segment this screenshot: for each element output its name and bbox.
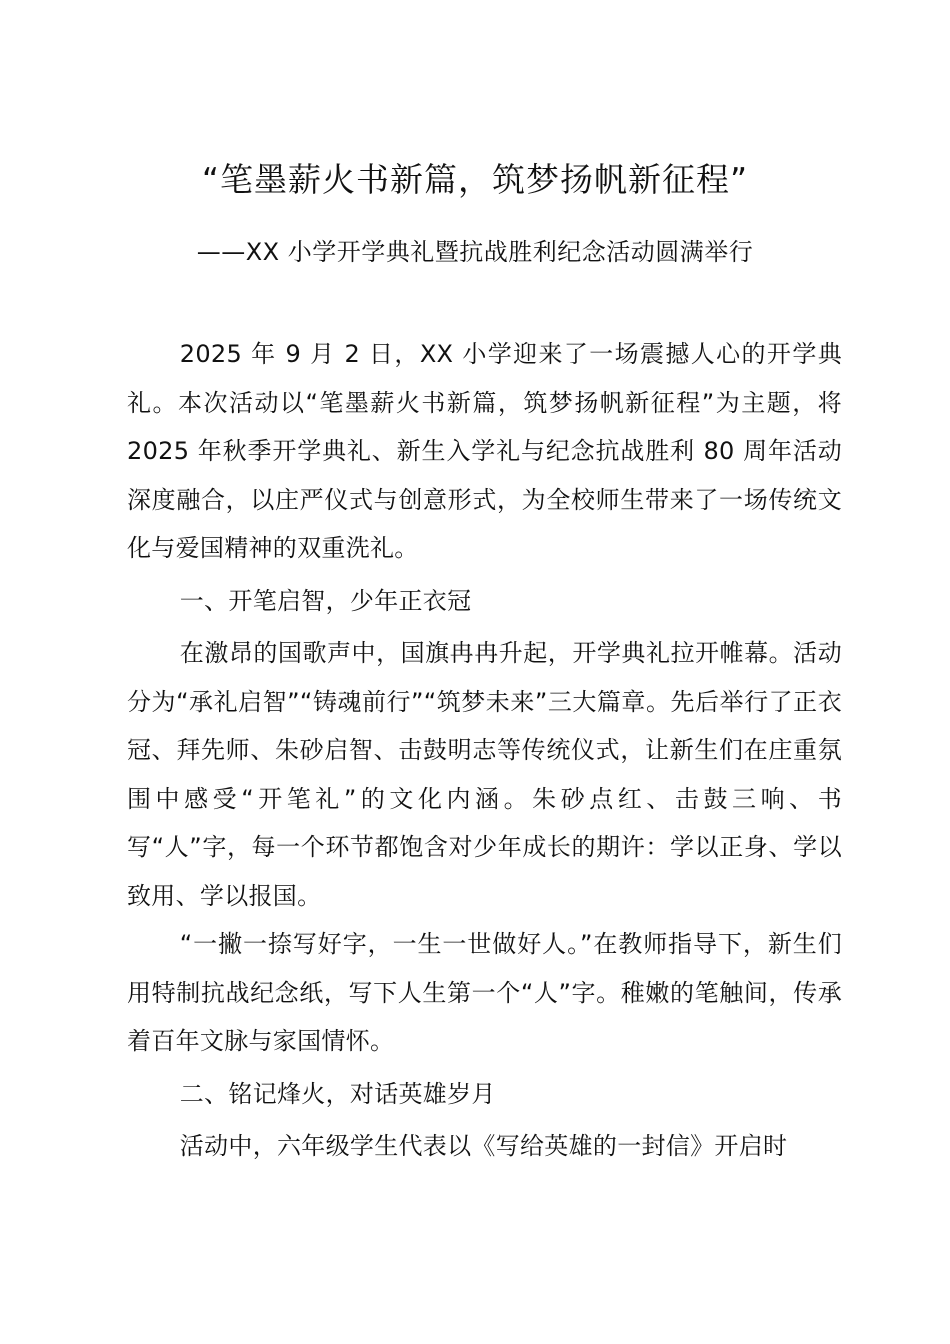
body-paragraph: 2025 年 9 月 2 日，XX 小学迎来了一场震撼人心的开学典礼。本次活动以“笔墨薪火书新篇，筑梦扬帆新征程”为主题，将 2025 年秋季开学典礼、新生入学礼与纪念抗战胜利 80 周年活动深度融合，以庄严仪式与创意形式，为全校师生带来了一场传统文化与爱国精神的双重洗礼。 [127,340,842,562]
document-body [127,330,842,1171]
section-heading: 二、铭记烽火，对话英雄岁月 [179,1079,496,1108]
body-paragraph: 活动中，六年级学生代表以《写给英雄的一封信》开启时 [179,1132,788,1160]
document-title: “笔墨薪火书新篇，筑梦扬帆新征程” [201,160,749,199]
section-heading: 一、开笔启智，少年正衣冠 [179,586,472,615]
body-paragraph: “一撇一捺写好字，一生一世做好人。”在教师指导下，新生们用特制抗战纪念纸，写下人生第一个“人”字。稚嫩的笔触间，传承着百年文脉与家国情怀。 [127,930,842,1055]
body-paragraph: 在激昂的国歌声中，国旗冉冉升起，开学典礼拉开帷幕。活动分为“承礼启智”“铸魂前行”“筑梦未来”三大篇章。先后举行了正衣冠、拜先师、朱砂启智、击鼓明志等传统仪式，让新生们在庄重氛围中感受“开笔礼”的文化内涵。朱砂点红、击鼓三响、书写“人”字，每一个环节都饱含对少年成长的期许：学以正身、学以致用、学以报国。 [127,639,842,910]
document-subtitle: ——XX 小学开学典礼暨抗战胜利纪念活动圆满举行 [196,238,754,266]
